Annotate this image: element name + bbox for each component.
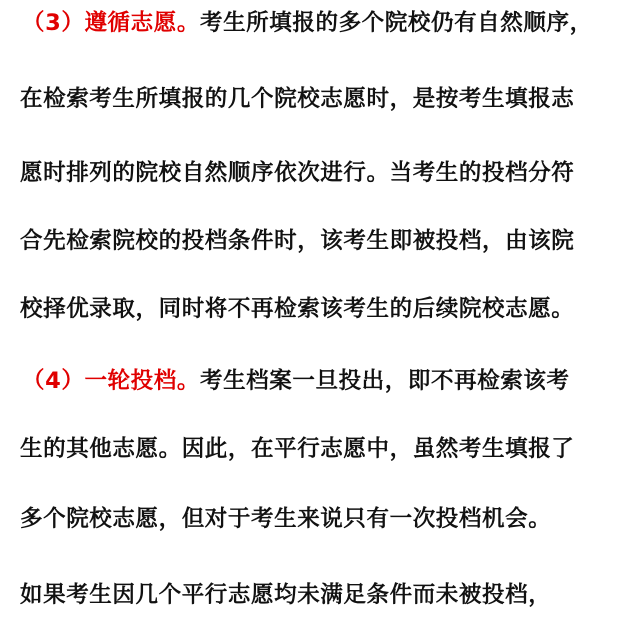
paragraph-3-line-3: 愿时排列的院校自然顺序依次进行。当考生的投档分符 (20, 160, 575, 186)
paragraph-3-text: 考生所填报的多个院校仍有自然顺序， (199, 10, 593, 36)
paragraph-4-heading: （4）一轮投档。 (22, 368, 200, 394)
paragraph-4-text: 考生档案一旦投出，即不再检索该考 (199, 368, 570, 394)
paragraph-4-line-1 (22, 366, 622, 396)
paragraph-3-line-4: 合先检索院校的投档条件时，该考生即被投档，由该院 (20, 228, 575, 254)
paragraph-3-line-5: 校择优录取，同时将不再检索该考生的后续院校志愿。 (20, 296, 575, 322)
paragraph-4-line-2: 生的其他志愿。因此，在平行志愿中，虽然考生填报了 (20, 436, 575, 462)
paragraph-3-line-2: 在检索考生所填报的几个院校志愿时，是按考生填报志 (20, 86, 575, 112)
paragraph-4-line-3: 多个院校志愿，但对于考生来说只有一次投档机会。 (20, 506, 552, 532)
paragraph-3-line-1 (22, 8, 622, 38)
paragraph-3-heading: （3）遵循志愿。 (22, 10, 200, 36)
paragraph-5-line-1: 如果考生因几个平行志愿均未满足条件而未被投档， (20, 582, 552, 608)
